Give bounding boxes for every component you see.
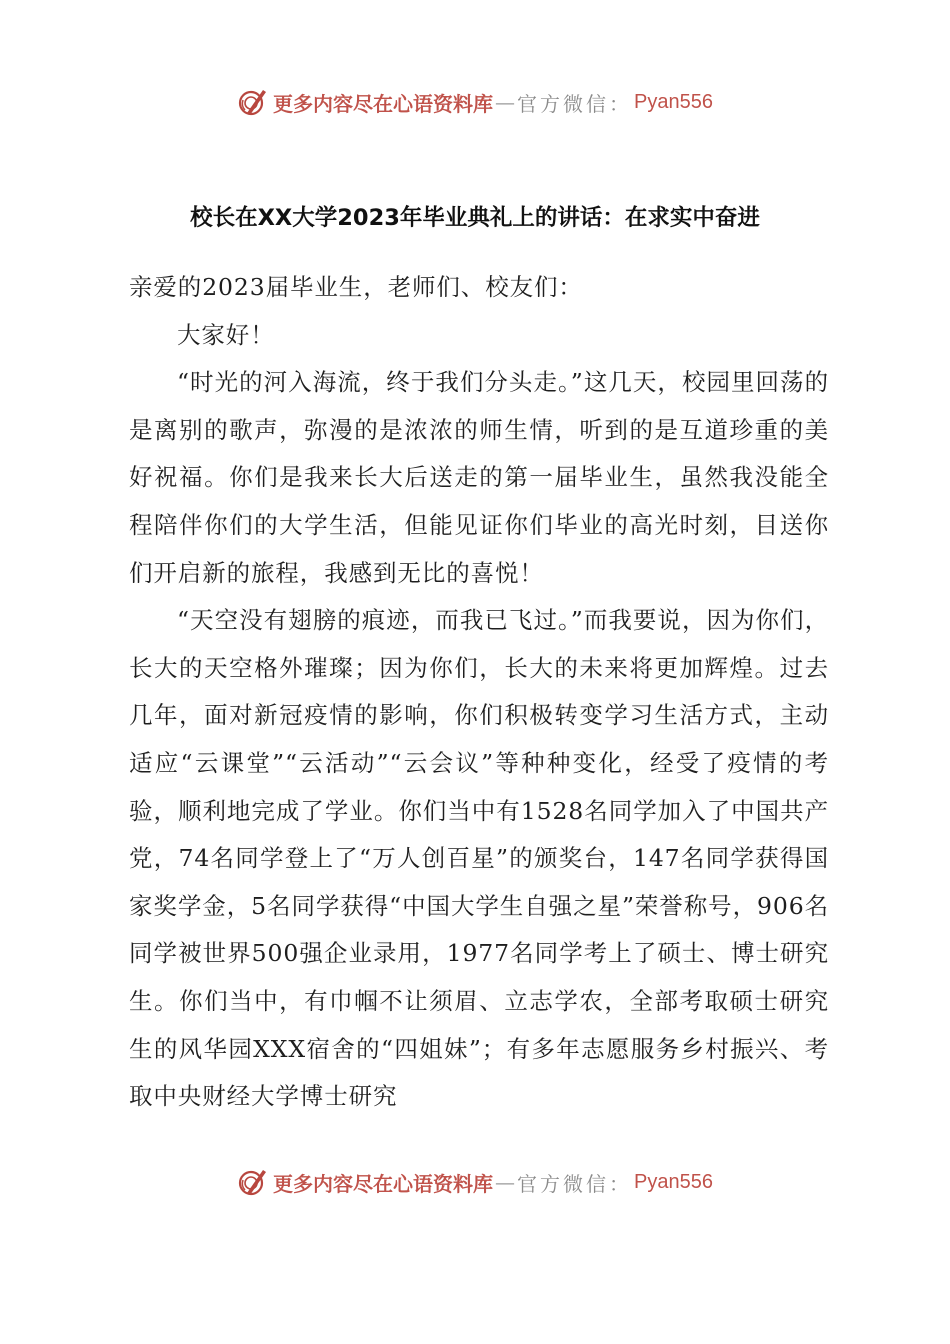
banner-official-label: 官方微信： (517, 1171, 633, 1196)
banner-wechat-id: Pyan556 (634, 90, 713, 113)
greeting: 大家好！ (177, 320, 275, 349)
document-title: 校长在XX大学2023年毕业典礼上的讲话：在求实中奋进 (190, 205, 760, 231)
body-paragraph: “天空没有翅膀的痕迹，而我已飞过。”而我要说，因为你们，长大的天空格外璀璨；因为你们，长大的未来将更加辉煌。过去几年，面对新冠疫情的影响，你们积极转变学习生活方式，主动适应“云课堂”“云活动”“云会议”等种种变化，经受了疫情的考验，顺利地完成了学业。你们当中有1528名同学加入了中国共产党，74名同学登上了“万人创百星”的颁奖台，147名同学获得国家奖学金，5名同学获得“中国大学生自强之星”荣誉称号，906名同学被世界500强企业录用，1977名同学考上了硕士、博士研究生。你们当中，有巾帼不让须眉、立志学农，全部考取硕士研究生的风华园XXX宿舍的“四姐妹”；有多年志愿服务乡村振兴、考取中央财经大学博士研究 (129, 606, 829, 1111)
pen-seal-icon (237, 1166, 269, 1198)
banner-official-label: 官方微信： (517, 91, 633, 116)
banner-dash: — (495, 90, 516, 114)
document-body (129, 264, 829, 1121)
footer-banner (0, 1162, 950, 1202)
header-banner (0, 82, 950, 122)
banner-wechat-id: Pyan556 (634, 1170, 713, 1193)
pen-seal-icon (237, 86, 269, 118)
banner-brand-text: 更多内容尽在心语资料库 (273, 91, 494, 116)
body-paragraph: “时光的河入海流，终于我们分头走。”这几天，校园里回荡的是离别的歌声，弥漫的是浓浓的师生情，听到的是互道珍重的美好祝福。你们是我来长大后送走的第一届毕业生，虽然我没能全程陪伴你们的大学生活，但能见证你们毕业的高光时刻，目送你们开启新的旅程，我感到无比的喜悦！ (129, 368, 829, 587)
salutation: 亲爱的2023届毕业生，老师们、校友们： (129, 273, 583, 301)
banner-brand-text: 更多内容尽在心语资料库 (273, 1171, 494, 1196)
banner-dash: — (495, 1170, 516, 1194)
